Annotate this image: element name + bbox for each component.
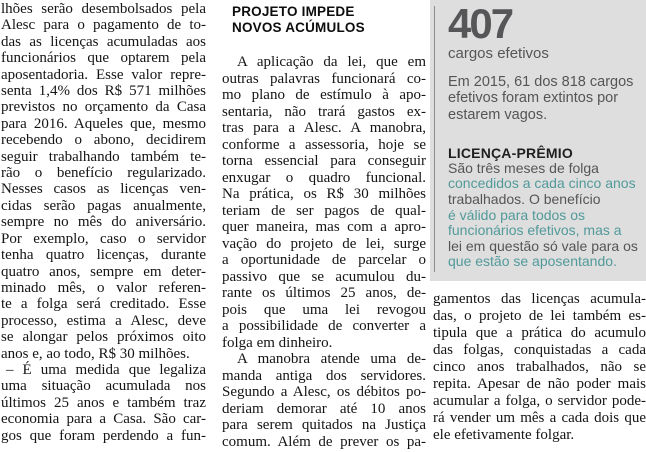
stat-big-number: 407 bbox=[448, 0, 513, 47]
text-line: – É uma medida que legaliza bbox=[6, 361, 206, 378]
article-column-middle bbox=[222, 4, 426, 450]
text-line: deriam demorar até 10 anos bbox=[222, 400, 426, 417]
text-line: repita. Apesar de não poder mais bbox=[433, 376, 646, 392]
text-line: últimos 25 anos e também traz bbox=[1, 394, 206, 411]
article-column-left bbox=[1, 1, 206, 444]
text-line: folga em dinheiro. bbox=[222, 334, 333, 351]
text-line: a oportunidade de parcelar o bbox=[222, 252, 426, 268]
text-line: senta 1,4% dos R$ 571 milhões bbox=[1, 83, 206, 100]
text-line: para 2016. Aqueles que, mesmo bbox=[1, 115, 206, 132]
section-subhead bbox=[232, 4, 426, 36]
text-line: minado mês, o valor referen- bbox=[1, 279, 206, 296]
text-line: anos e, ao todo, R$ 30 milhões. bbox=[1, 345, 190, 362]
text-line: teriam de ser pagos de qual- bbox=[222, 202, 426, 219]
stat-big-number-label: cargos efetivos bbox=[448, 45, 549, 62]
text-line: Por exemplo, caso o servidor bbox=[1, 230, 206, 247]
text-line: das folgas, conquistadas a cada bbox=[433, 342, 646, 358]
text-line: vação do projeto de lei, surge bbox=[222, 235, 426, 252]
text-line: uma situação acumulada nos bbox=[1, 378, 206, 395]
text-line: se alongar pelos próximos oito bbox=[1, 329, 206, 346]
article-body-middle bbox=[222, 54, 426, 450]
text-line: das as licenças acumuladas aos bbox=[1, 33, 206, 50]
text-line: gos que foram perdendo a fun- bbox=[1, 427, 206, 444]
text-line: é válido para todos os bbox=[448, 206, 585, 223]
text-line: rão o benefício regularizado. bbox=[1, 165, 206, 182]
article-column-right bbox=[433, 291, 646, 444]
subhead-line-2: NOVOS ACÚMULOS bbox=[232, 20, 365, 35]
text-line: pois que uma lei revogou bbox=[222, 301, 426, 318]
text-line: outras palavras funcionará co- bbox=[222, 70, 426, 87]
text-line: lhões serão desembolsados pela bbox=[1, 1, 206, 17]
text-line: processo, estima a Alesc, deve bbox=[1, 312, 206, 329]
text-line: trabalhados. O benefício bbox=[448, 191, 601, 208]
text-line: ele efetivamente folgar. bbox=[433, 427, 575, 443]
text-line: Na prática, os R$ 30 milhões bbox=[222, 186, 426, 202]
text-line: conforme a assessoria, hoje se bbox=[222, 136, 426, 153]
text-line: cinco anos trabalhados, não se bbox=[433, 359, 646, 375]
text-line: Segundo a Alesc, os débitos po- bbox=[222, 384, 426, 400]
text-line: acumular a folga, o servidor pode- bbox=[433, 393, 646, 409]
text-line: recebendo o abono, decidirem bbox=[1, 132, 206, 149]
text-line: A manobra atende uma de- bbox=[237, 351, 426, 367]
text-line: manda antiga dos servidores. bbox=[222, 367, 426, 384]
text-line: lei em questão só vale para os bbox=[448, 237, 638, 254]
text-line: quatro anos, sempre em deter- bbox=[1, 263, 206, 280]
text-line: efetivos foram extintos por bbox=[448, 90, 619, 107]
text-line: previstos no orçamento da Casa bbox=[1, 99, 206, 116]
text-line: Nesses casos as licenças ven- bbox=[1, 181, 206, 198]
text-line: Alesc para o pagamento de to- bbox=[1, 17, 206, 34]
text-line: rante os últimos 25 anos, de- bbox=[222, 285, 426, 301]
text-line: economia para a Casa. São car- bbox=[1, 411, 206, 428]
text-line: quer maneira, mas com a apro- bbox=[222, 219, 426, 235]
text-line: torna essencial para conseguir bbox=[222, 153, 426, 169]
text-line: mo plano de estímulo à apo- bbox=[222, 87, 426, 103]
text-line: estarem vagos. bbox=[448, 106, 548, 123]
text-line: te a folga será creditado. Esse bbox=[1, 296, 206, 313]
text-line: concedidos a cada cinco anos bbox=[448, 175, 636, 192]
text-line: para serem quitados na Justiça bbox=[222, 417, 426, 433]
text-line: enxugar o quadro funcional. bbox=[222, 169, 426, 186]
stat-note bbox=[448, 74, 640, 123]
text-line: funcionários que optarem pela bbox=[1, 50, 206, 67]
infographic-panel bbox=[430, 0, 646, 281]
subhead-line-1: PROJETO IMPEDE bbox=[232, 4, 355, 19]
text-line: A aplicação da lei, que em bbox=[237, 54, 426, 70]
text-line: seguir trabalhando também te- bbox=[1, 148, 206, 165]
text-line: que estão se aposentando. bbox=[448, 253, 617, 270]
text-line: tipula que a prática do acumulo bbox=[433, 325, 646, 341]
text-line: comum. Além de prever os pa- bbox=[222, 433, 426, 450]
text-line: São três meses de folga bbox=[448, 159, 599, 176]
text-line: Em 2015, 61 dos 818 cargos bbox=[448, 74, 634, 90]
text-line: cidas serão pagas anualmente, bbox=[1, 197, 206, 214]
text-line: sentaria, não trará gastos ex- bbox=[222, 103, 426, 120]
text-line: rá vender um mês a cada dois que bbox=[433, 410, 646, 426]
text-line: tenha quatro licenças, durante bbox=[1, 247, 206, 264]
text-line: gamentos das licenças acumula- bbox=[433, 291, 646, 307]
factbox-title: LICENÇA-PRÊMIO bbox=[448, 144, 573, 161]
text-line: a possibilidade de converter a bbox=[222, 318, 426, 334]
text-line: passivo que se acumulou du- bbox=[222, 268, 426, 285]
text-line: sempre no mês do aniversário. bbox=[1, 214, 206, 231]
panel-left-rule bbox=[434, 6, 435, 272]
text-line: funcionários efetivos, mas a bbox=[448, 222, 622, 239]
text-line: das, o projeto de lei também es- bbox=[433, 308, 646, 324]
text-line: aposentadoria. Esse valor repre- bbox=[1, 66, 206, 83]
text-line: tras para a Alesc. A manobra, bbox=[222, 120, 426, 136]
factbox-body bbox=[448, 161, 640, 270]
